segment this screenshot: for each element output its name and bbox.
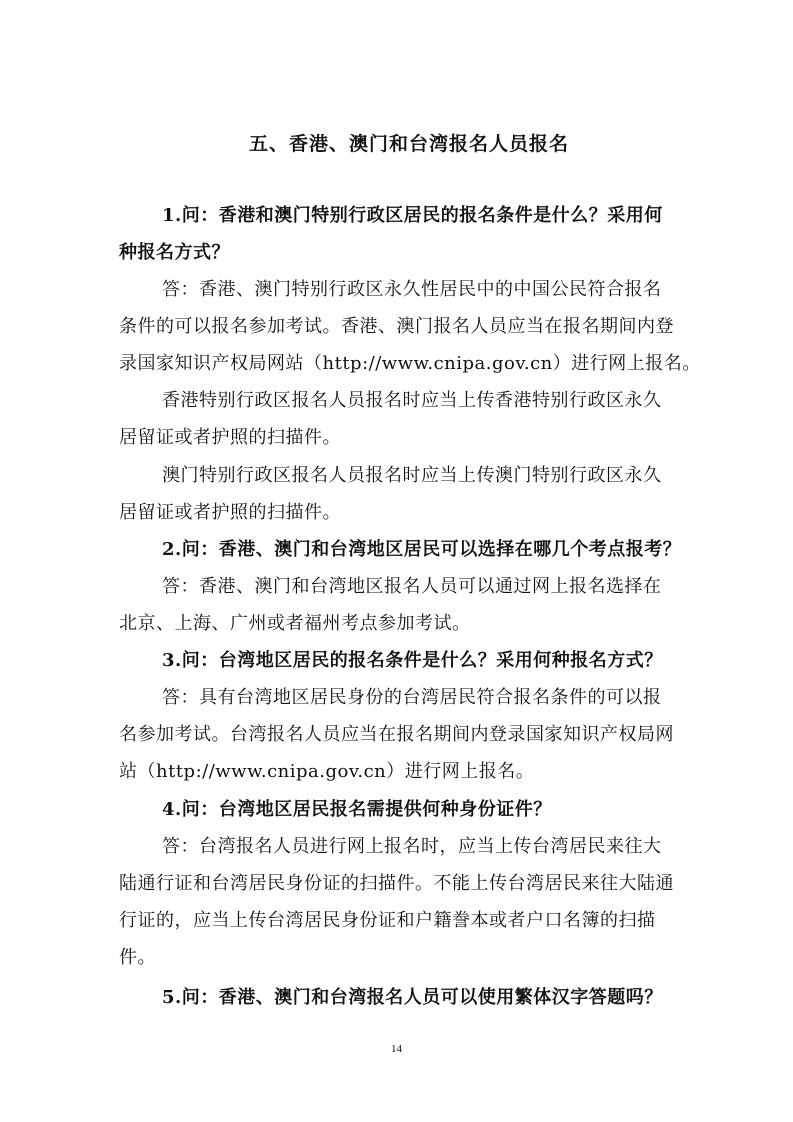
answer-3-line-2: 名参加考试。台湾报名人员应当在报名期间内登录国家知识产权局网 — [119, 724, 674, 745]
question-1-line-1: 1.问：香港和澳门特别行政区居民的报名条件是什么？采用何 — [162, 205, 663, 226]
question-5-line-1: 5.问：香港、澳门和台湾报名人员可以使用繁体汉字答题吗？ — [162, 987, 663, 1008]
answer-1-line-4: 香港特别行政区报名人员报名时应当上传香港特别行政区永久 — [162, 390, 662, 411]
answer-2-line-1: 答：香港、澳门和台湾地区报名人员可以通过网上报名选择在 — [162, 576, 662, 597]
question-3-line-1: 3.问：台湾地区居民的报名条件是什么？采用何种报名方式？ — [162, 650, 663, 671]
answer-2-line-2: 北京、上海、广州或者福州考点参加考试。 — [119, 613, 471, 634]
answer-4-line-3: 行证的，应当上传台湾居民身份证和户籍誊本或者户口名簿的扫描 — [119, 910, 656, 931]
question-1-line-2: 种报名方式？ — [119, 242, 230, 263]
answer-1-line-5: 居留证或者护照的扫描件。 — [119, 427, 341, 448]
answer-1-line-1: 答：香港、澳门特别行政区永久性居民中的中国公民符合报名 — [162, 279, 662, 300]
answer-1-line-7: 居留证或者护照的扫描件。 — [119, 502, 341, 523]
question-4-line-1: 4.问：台湾地区居民报名需提供何种身份证件？ — [162, 799, 552, 820]
answer-4-line-4: 件。 — [119, 947, 156, 968]
answer-4-line-1: 答：台湾报名人员进行网上报名时，应当上传台湾居民来往大 — [162, 836, 662, 857]
answer-3-line-3: 站（http://www.cnipa.gov.cn）进行网上报名。 — [119, 761, 535, 782]
question-2-line-1: 2.问：香港、澳门和台湾地区居民可以选择在哪几个考点报考？ — [162, 539, 682, 560]
answer-1-line-3: 录国家知识产权局网站（http://www.cnipa.gov.cn）进行网上报名。 — [119, 353, 701, 374]
section-title: 五、香港、澳门和台湾报名人员报名 — [249, 133, 570, 155]
answer-4-line-2: 陆通行证和台湾居民身份证的扫描件。不能上传台湾居民来往大陆通 — [119, 873, 674, 894]
answer-3-line-1: 答：具有台湾地区居民身份的台湾居民符合报名条件的可以报 — [162, 687, 662, 708]
answer-1-line-2: 条件的可以报名参加考试。香港、澳门报名人员应当在报名期间内登 — [119, 316, 674, 337]
answer-1-line-6: 澳门特别行政区报名人员报名时应当上传澳门特别行政区永久 — [162, 465, 662, 486]
page-number: 14 — [391, 1043, 402, 1055]
